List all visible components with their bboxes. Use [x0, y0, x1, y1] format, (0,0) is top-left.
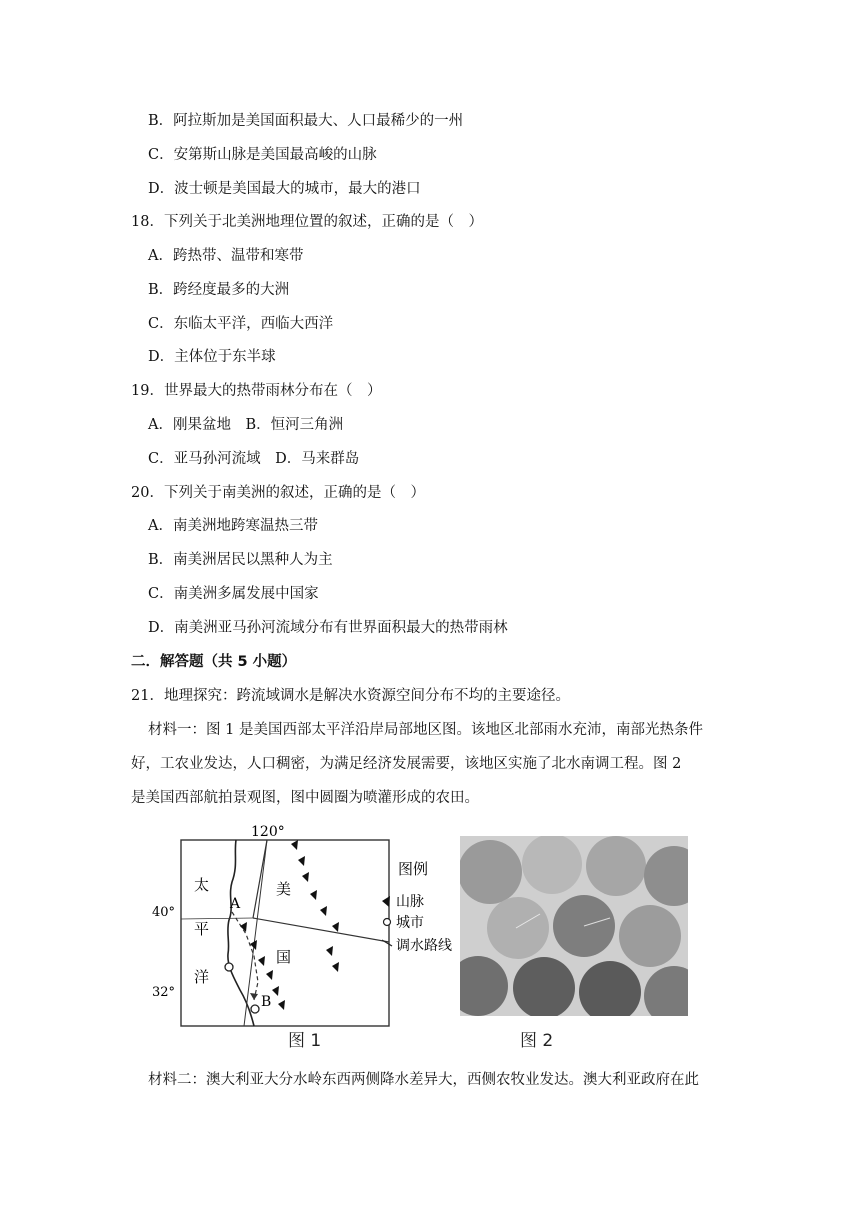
- legend-city-label: 城市: [396, 915, 424, 931]
- q19-options-cd: C．亚马孙河流域 D．马来群岛: [148, 451, 360, 467]
- city-legend-icon: [384, 919, 391, 926]
- lat-40-label: 40°: [152, 905, 176, 920]
- q18-option-a: A．跨热带、温带和寒带: [148, 248, 304, 264]
- q20-option-a: A．南美洲地跨寒温热三带: [148, 518, 318, 534]
- point-a-label: A: [230, 896, 241, 912]
- q18-option-b: B．跨经度最多的大洲: [148, 282, 290, 298]
- material-1-line-2: 好，工农业发达，人口稠密，为满足经济发展需要，该地区实施了北水南调工程。图 2: [131, 756, 682, 772]
- point-b-label: B: [261, 994, 272, 1010]
- legend-mountain-label: 山脉: [396, 894, 424, 910]
- material-1-line-1: 材料一：图 1 是美国西部太平洋沿岸局部地区图。该地区北部雨水充沛，南部光热条件: [148, 722, 703, 738]
- aerial-photo: [460, 836, 688, 1016]
- q17-option-c: C．安第斯山脉是美国最高峻的山脉: [148, 147, 377, 163]
- country-label-1: 美: [276, 880, 292, 898]
- q20-option-b: B．南美洲居民以黑种人为主: [148, 552, 333, 568]
- ocean-label-1: 太: [194, 876, 210, 894]
- city-marker-1: [225, 963, 233, 971]
- q20-option-c: C．南美洲多属发展中国家: [148, 586, 319, 602]
- ocean-label-3: 洋: [194, 968, 210, 986]
- legend-route-label: 调水路线: [396, 938, 452, 954]
- lat-32-label: 32°: [152, 985, 176, 1000]
- q20-option-d: D．南美洲亚马孙河流域分布有世界面积最大的热带雨林: [148, 620, 508, 636]
- city-marker-b: [251, 1005, 259, 1013]
- material-2-line-1: 材料二：澳大利亚大分水岭东西两侧降水差异大，西侧农牧业发达。澳大利亚政府在此: [148, 1072, 699, 1088]
- legend-title: 图例: [398, 860, 429, 878]
- route-legend-icon: [382, 940, 392, 946]
- question-19: 19．世界最大的热带雨林分布在（ ）: [131, 383, 382, 399]
- q17-option-b: B．阿拉斯加是美国面积最大、人口最稀少的一州: [148, 113, 464, 129]
- figure-1-caption: 图 1: [288, 1031, 322, 1051]
- q19-options-ab: A．刚果盆地 B．恒河三角洲: [148, 417, 344, 433]
- section-heading: 二．解答题（共 5 小题）: [131, 654, 297, 670]
- figure-2-caption: 图 2: [520, 1031, 554, 1051]
- country-label-2: 国: [276, 948, 292, 966]
- q18-option-c: C．东临太平洋，西临大西洋: [148, 316, 334, 332]
- question-21: 21．地理探究：跨流域调水是解决水资源空间分布不均的主要途径。: [131, 688, 570, 704]
- lon-120-label: 120°: [251, 824, 285, 840]
- question-20: 20．下列关于南美洲的叙述，正确的是（ ）: [131, 485, 425, 501]
- q18-option-d: D．主体位于东半球: [148, 349, 276, 365]
- material-1-line-3: 是美国西部航拍景观图，图中圆圈为喷灌形成的农田。: [131, 790, 479, 806]
- q17-option-d: D．波士顿是美国最大的城市，最大的港口: [148, 181, 421, 197]
- mountain-legend-icon: [382, 896, 390, 907]
- map-figure: [150, 824, 460, 1054]
- question-18: 18．下列关于北美洲地理位置的叙述，正确的是（ ）: [131, 214, 483, 230]
- ocean-label-2: 平: [194, 920, 210, 938]
